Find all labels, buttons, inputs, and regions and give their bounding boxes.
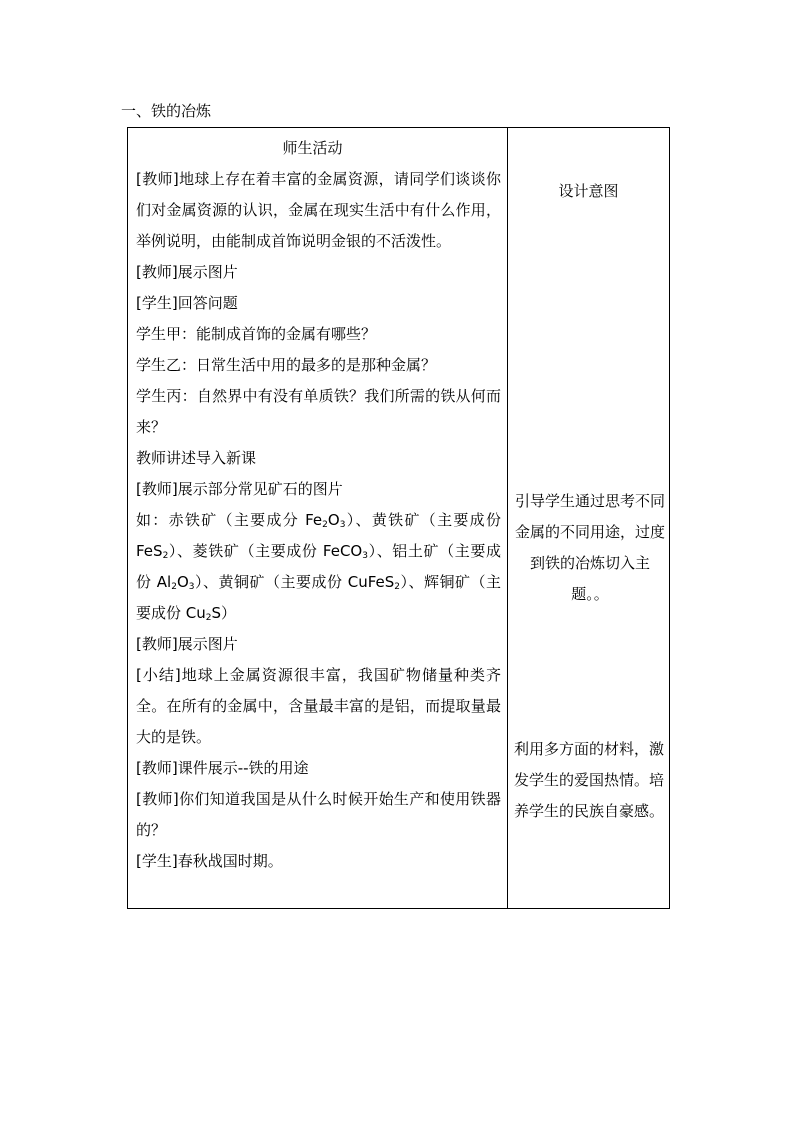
activity-paragraph: [教师]展示部分常见矿石的图片 — [136, 480, 343, 498]
ore-text: ）、黄铁矿（主要成份 FeS — [136, 511, 501, 560]
subscript: 3 — [188, 582, 195, 592]
activity-paragraph: [教师]课件展示--铁的用途 — [136, 759, 309, 777]
subscript: 3 — [339, 520, 346, 530]
section-heading: 一、铁的冶炼 — [121, 102, 212, 120]
ore-text: O — [327, 511, 340, 529]
table-row — [128, 128, 670, 909]
ore-text: 如：赤铁矿（主要成分 Fe — [136, 511, 323, 529]
activity-paragraph: 学生乙：日常生活中用的最多的是那种金属？ — [136, 356, 437, 374]
activity-paragraph: [学生]回答问题 — [136, 294, 238, 312]
intent-note: 利用多方面的材料，激发学生的爱国热情。培养学生的民族自豪感。 — [514, 740, 665, 820]
ore-text: O — [176, 573, 189, 591]
activity-paragraph: [教师]你们知道我国是从什么时候开始生产和使用铁器的？ — [136, 790, 501, 839]
subscript: 2 — [322, 520, 328, 530]
subscript: 3 — [362, 551, 368, 561]
subscript: 2 — [394, 582, 400, 592]
ore-text: ）、菱铁矿（主要成份 FeCO — [168, 542, 363, 560]
activity-paragraph: [小结]地球上金属资源很丰富，我国矿物储量种类齐全。在所有的金属中，含量最丰富的是铝，而提取量最大的是铁。 — [136, 666, 501, 746]
activity-paragraph: [教师]展示图片 — [136, 635, 238, 653]
ore-text: ）、铝土矿（主要成份 Al — [136, 542, 501, 591]
intent-note: 引导学生通过思考不同金属的不同用途，过度到铁的冶炼切入主题。。 — [514, 492, 665, 603]
ore-text: ）、黄铜矿（主要成份 CuFeS — [194, 573, 395, 591]
activity-paragraph: [学生]春秋战国时期。 — [136, 852, 283, 870]
ore-text: S） — [211, 604, 237, 622]
activity-column-header: 师生活动 — [282, 139, 343, 157]
ore-text: ）、辉铜矿（主要成份 Cu — [136, 573, 501, 622]
ore-list-paragraph — [136, 505, 501, 629]
intent-cell — [508, 128, 670, 909]
subscript: 2 — [205, 613, 212, 623]
activity-paragraph: [教师]地球上存在着丰富的金属资源，请同学们谈谈你们对金属资源的认识，金属在现实生活中有什么作用，举例说明，由能制成首饰说明金银的不活泼性。 — [136, 170, 501, 250]
activity-paragraph: 学生甲：能制成首饰的金属有哪些？ — [136, 325, 377, 343]
activity-paragraph: [教师]展示图片 — [136, 263, 238, 281]
subscript: 2 — [171, 582, 177, 592]
activity-paragraph: 学生丙：自然界中有没有单质铁？我们所需的铁从何而来？ — [136, 387, 501, 436]
intent-column-header: 设计意图 — [558, 182, 619, 200]
activity-cell — [128, 128, 508, 909]
subscript: 2 — [162, 551, 169, 561]
lesson-table — [127, 127, 670, 909]
activity-paragraph: 教师讲述导入新课 — [136, 449, 257, 467]
